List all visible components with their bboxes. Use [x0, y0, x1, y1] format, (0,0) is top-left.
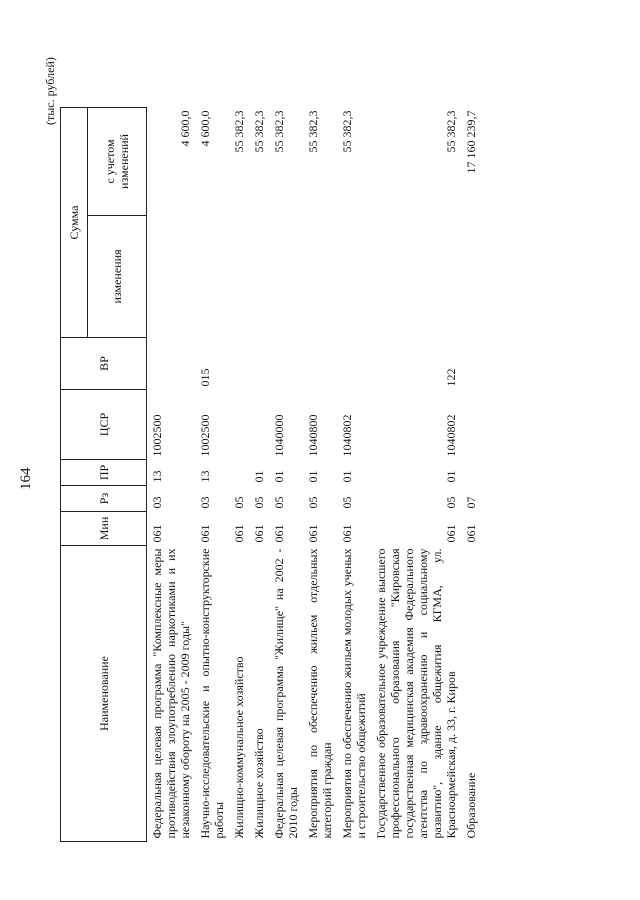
row-changes: [229, 216, 249, 338]
row-vr: [337, 338, 371, 390]
row-csr: 1040000: [272, 414, 286, 457]
header-name: Наименование: [61, 546, 147, 842]
row-rz: 07: [464, 496, 478, 509]
row-vr: [147, 338, 196, 390]
row-min: 061: [150, 524, 164, 543]
header-rz: Рз: [61, 486, 147, 512]
row-pr: 01: [340, 470, 354, 483]
row-name: Образование: [464, 772, 478, 839]
row-csr: 1002500: [198, 414, 212, 457]
row-changes: [195, 216, 229, 338]
row-total: 55 382,3: [272, 110, 286, 153]
budget-table: [60, 107, 481, 842]
header-min: Мин: [61, 512, 147, 546]
row-min: 061: [340, 524, 354, 543]
header-changes: изменения: [88, 216, 147, 338]
row-csr: [229, 390, 249, 460]
row-rz: 05: [232, 496, 246, 509]
header-row: [61, 108, 88, 842]
row-vr: [269, 338, 303, 390]
row-rz: 05: [272, 496, 286, 509]
row-vr: [461, 338, 481, 390]
row-pr: 13: [150, 470, 164, 483]
row-rz: 03: [150, 496, 164, 509]
row-changes: [303, 216, 337, 338]
row-min: 061: [306, 524, 320, 543]
row-changes: [461, 216, 481, 338]
table-row: [461, 108, 481, 842]
row-csr: 1040802: [444, 414, 458, 457]
table-row: [249, 108, 269, 842]
row-pr: [461, 460, 481, 486]
row-vr: [229, 338, 249, 390]
row-name: Государственное образовательное учреждение высшего профессионального образования "Кировская государственная медицинская академия Федерального агентства по здравоохранению и социальному развитию", здание общежития КГМА, ул. Красноармейская, д. 33, г. Киров: [374, 548, 458, 839]
row-rz: 05: [306, 496, 320, 509]
row-total: 55 382,3: [306, 110, 320, 153]
row-min: 061: [272, 524, 286, 543]
row-csr: [249, 390, 269, 460]
header-vr: ВР: [61, 338, 147, 390]
row-rz: 05: [444, 496, 458, 509]
table-row: [303, 108, 337, 842]
row-vr: 122: [444, 368, 458, 387]
table-row: [371, 108, 461, 842]
row-name: Мероприятия по обеспечению жильем молодых ученых и строительство общежитий: [340, 548, 368, 839]
row-rz: 03: [198, 496, 212, 509]
row-csr: 1040802: [340, 414, 354, 457]
row-name: Федеральная целевая программа "Комплексные меры противодействия злоупотреблению наркотиками и их незаконному обороту на 2005 - 2009 годы": [150, 548, 192, 839]
table-row: [337, 108, 371, 842]
row-total: 55 382,3: [252, 110, 266, 153]
row-total: 4 600,0: [178, 110, 192, 147]
row-changes: [249, 216, 269, 338]
row-min: 061: [252, 524, 266, 543]
row-changes: [269, 216, 303, 338]
row-total: 4 600,0: [198, 110, 212, 147]
row-pr: 01: [272, 470, 286, 483]
units-label: (тыс. рублей): [43, 57, 57, 125]
table-row: [229, 108, 249, 842]
row-name: Жилищное хозяйство: [252, 728, 266, 839]
row-name: Федеральная целевая программа "Жилище" на 2002 - 2010 годы: [272, 548, 300, 839]
row-name: Научно-исследовательские и опытно-конструкторские работы: [198, 548, 226, 839]
table-row: [147, 108, 196, 842]
row-name: Мероприятия по обеспечению жильем отдельных категорий граждан: [306, 548, 334, 839]
row-pr: 01: [252, 470, 266, 483]
row-pr: [229, 460, 249, 486]
row-name: Жилищно-коммунальное хозяйство: [232, 656, 246, 839]
row-csr: 1040800: [306, 414, 320, 457]
header-with-changes: с учетом изменений: [88, 108, 147, 216]
row-min: 061: [198, 524, 212, 543]
row-min: 061: [464, 524, 478, 543]
row-total: 55 382,3: [444, 110, 458, 153]
header-pr: ПР: [61, 460, 147, 486]
table-row: [269, 108, 303, 842]
row-vr: [303, 338, 337, 390]
row-min: 061: [232, 524, 246, 543]
row-total: 55 382,3: [340, 110, 354, 153]
row-changes: [371, 216, 461, 338]
row-rz: 05: [340, 496, 354, 509]
row-changes: [337, 216, 371, 338]
row-changes: [147, 216, 196, 338]
table-row: [195, 108, 229, 842]
row-vr: 015: [198, 368, 212, 387]
row-pr: 13: [198, 470, 212, 483]
row-total: 55 382,3: [232, 110, 246, 153]
row-csr: [461, 390, 481, 460]
row-vr: [249, 338, 269, 390]
header-sum: Сумма: [61, 108, 88, 338]
row-rz: 05: [252, 496, 266, 509]
page-number: 164: [18, 467, 34, 490]
row-total: 17 160 239,7: [464, 110, 478, 174]
row-min: 061: [444, 524, 458, 543]
row-pr: 01: [306, 470, 320, 483]
header-csr: ЦСР: [61, 390, 147, 460]
row-pr: 01: [444, 470, 458, 483]
row-csr: 1002500: [150, 414, 164, 457]
